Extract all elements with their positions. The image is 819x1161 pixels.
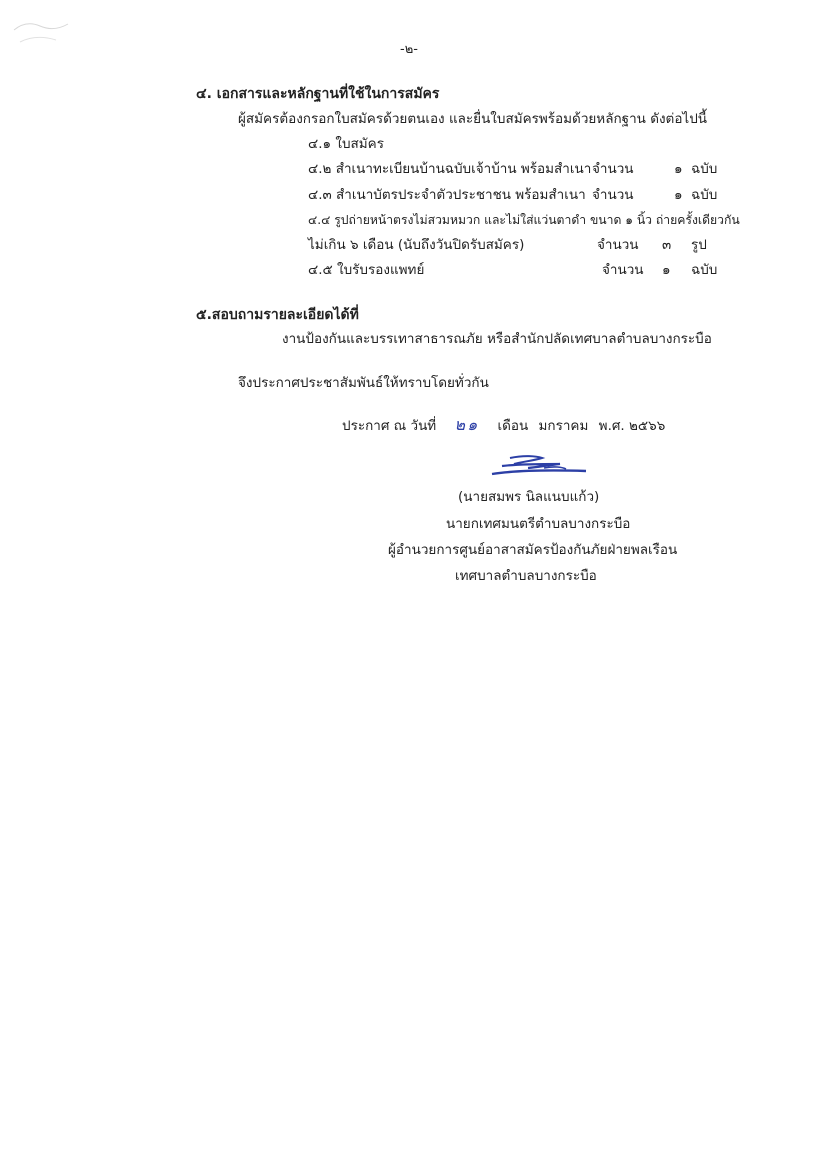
signature-image [484,452,594,482]
list-item [308,160,718,178]
date-year: พ.ศ. ๒๕๖๖ [598,418,666,434]
item-qty: ๑ [674,161,683,177]
page-number: -๒- [400,42,418,57]
list-item [308,236,707,254]
item-unit: ฉบับ [691,161,718,177]
list-item [308,211,740,229]
section-5-heading: ๕.สอบถามรายละเอียดได้ที่ [196,307,359,323]
closing-statement: จึงประกาศประชาสัมพันธ์ให้ทราบโดยทั่วกัน [238,375,489,391]
item-qty: ๑ [662,262,671,278]
announcement-date [342,416,665,435]
signatory-position-2: ผู้อำนวยการศูนย์อาสาสมัครป้องกันภัยฝ่ายพลเรือน [388,542,678,558]
date-day-handwritten: ๒๑ [454,415,480,434]
item-qty-label: จำนวน [592,187,634,203]
item-qty-label: จำนวน [592,161,634,177]
date-month-label: เดือน [497,418,529,434]
section-5-contact: งานป้องกันและบรรเทาสาธารณภัย หรือสำนักปลัดเทศบาลตำบลบางกระบือ [282,331,712,347]
signatory-position-3: เทศบาลตำบลบางกระบือ [455,568,597,584]
item-qty-label: จำนวน [602,262,644,278]
signatory-position-1: นายกเทศมนตรีตำบลบางกระบือ [446,516,631,532]
item-text: ๔.๓ สำเนาบัตรประจำตัวประชาชน พร้อมสำเนา [308,187,586,203]
scan-smudge [6,8,76,58]
item-unit: ฉบับ [691,262,718,278]
item-qty: ๑ [674,187,683,203]
item-qty: ๓ [662,237,672,253]
list-item [308,261,718,279]
item-qty-label: จำนวน [597,237,639,253]
date-month: มกราคม [538,418,589,434]
item-text: ๔.๒ สำเนาทะเบียนบ้านฉบับเจ้าบ้าน พร้อมสำเนา [308,161,592,177]
item-unit: รูป [691,237,707,253]
list-item [308,135,384,153]
section-4-intro: ผู้สมัครต้องกรอกใบสมัครด้วยตนเอง และยื่นใบสมัครพร้อมด้วยหลักฐาน ดังต่อไปนี้ [238,111,708,127]
item-text: ไม่เกิน ๖ เดือน (นับถึงวันปิดรับสมัคร) [308,237,525,253]
section-4-heading: ๔. เอกสารและหลักฐานที่ใช้ในการสมัคร [196,86,440,102]
item-text: ๔.๔ รูปถ่ายหน้าตรงไม่สวมหมวก และไม่ใส่แว่นตาดำ ขนาด ๑ นิ้ว ถ่ายครั้งเดียวกัน [308,213,740,227]
date-prefix: ประกาศ ณ วันที่ [342,418,437,434]
list-item [308,186,718,204]
item-unit: ฉบับ [691,187,718,203]
item-text: ๔.๕ ใบรับรองแพทย์ [308,262,425,278]
signatory-name: (นายสมพร นิลแนบแก้ว) [458,489,600,505]
item-text: ๔.๑ ใบสมัคร [308,136,384,152]
